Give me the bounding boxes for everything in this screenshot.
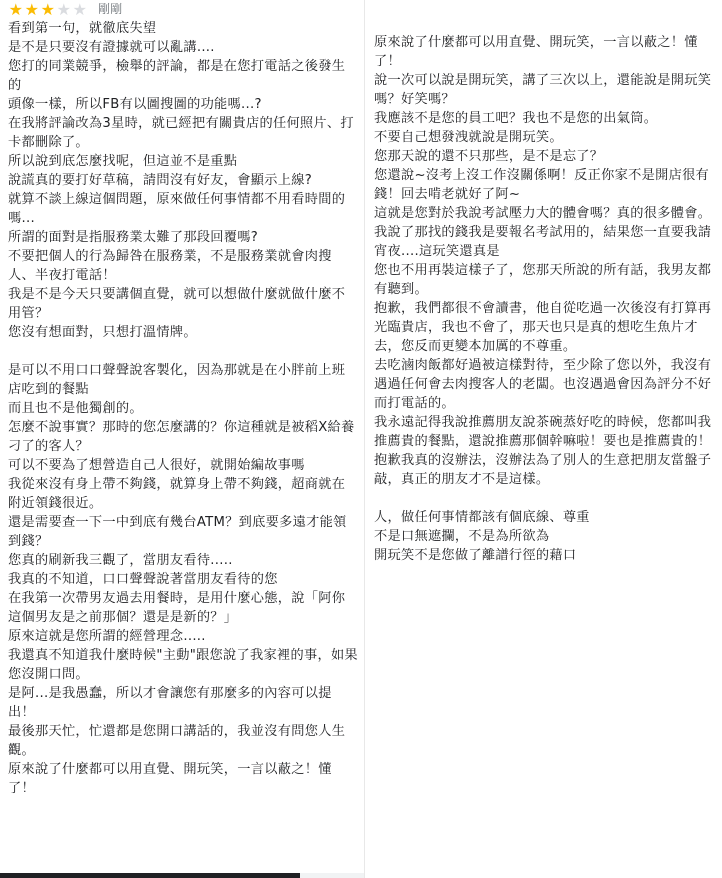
review-line: 您那天說的還不只那些，是不是忘了？ [374,149,604,164]
horizontal-scrollbar[interactable] [0,873,364,878]
review-column-left [8,0,358,798]
review-line: 我應該不是您的員工吧？我也不是您的出氣筒。 [374,111,658,126]
review-text-left [8,19,358,798]
review-time: 剛剛 [98,2,123,16]
review-line: 我永遠記得我說推薦朋友說茶碗蒸好吃的時候，您都叫我推薦貴的餐點，還說推薦那個幹嘛啦！要也是推薦貴的！ [374,415,712,449]
review-line: 說一次可以說是開玩笑，講了三次以上，還能說是開玩笑嗎？好笑嗎？ [374,73,712,107]
review-line: 您也不用再裝這樣子了，您那天所說的所有話，我男友都有聽到。 [374,263,712,297]
review-line: 是不是只要沒有證據就可以亂講.... [8,40,215,55]
review-line: 不要把個人的行為歸咎在服務業，不是服務業就會肉搜人、半夜打電話！ [8,249,332,283]
review-line: 可以不要為了想營造自己人很好，就開始編故事嗎 [8,458,305,473]
review-line: 還是需要查一下一中到底有幾台ATM？到底要多遠才能領到錢？ [8,515,347,549]
review-line: 這就是您對於我說考試壓力大的體會嗎？真的很多體會。 [374,206,712,221]
review-line: 原來說了什麼都可以用直覺、開玩笑，一言以蔽之！懂了！ [8,762,332,796]
review-line: 就算不談上線這個問題，原來做任何事情都不用看時間的嗎... [8,192,346,226]
review-column-right [374,33,719,565]
scrollbar-thumb[interactable] [0,873,300,878]
star-filled-icon: ★ [40,0,56,19]
blank-line [374,489,719,508]
review-line: 去吃滷肉飯都好過被這樣對待，至少除了您以外，我沒有遇過任何會去肉搜客人的老闆。也沒遇過會因為評分不好而打電話的。 [374,358,712,411]
review-line: 我說了那找的錢我是要報名考試用的，結果您一直要我請宵夜....這玩笑還真是 [374,225,712,259]
review-line: 原來說了什麼都可以用直覺、開玩笑，一言以蔽之！懂了！ [374,35,698,69]
review-line: 是可以不用口口聲聲說客製化，因為那就是在小胖前上班店吃到的餐點 [8,363,346,397]
review-line: 最後那天忙，忙還都是您開口講話的，我並沒有問您人生觀。 [8,724,346,758]
review-line: 您還說~沒考上沒工作沒關係啊！反正你家不是開店很有錢！回去啃老就好了阿~ [374,168,710,202]
review-line: 原來這就是您所謂的經營理念..... [8,629,206,644]
review-line: 在我第一次帶男友過去用餐時，是用什麼心態，說「阿你這個男友是之前那個？還是是新的？」 [8,591,346,625]
review-line: 在我將評論改為3星時，就已經把有關貴店的任何照片、打卡都刪除了。 [8,116,354,150]
review-line: 所以說到底怎麼找呢，但這並不是重點 [8,154,238,169]
review-line: 我是不是今天只要講個直覺，就可以想做什麼就做什麼不用管？ [8,287,346,321]
review-line: 抱歉，我們都很不會讀書，他自從吃過一次後沒有打算再光臨貴店，我也不會了，那天也只是真的想吃生魚片才去，您反而更變本加厲的不尊重。 [374,301,712,354]
column-divider [364,0,365,878]
review-line: 我真的不知道，口口聲聲說著當朋友看待的您 [8,572,278,587]
review-line: 是阿...是我愚蠢，所以才會讓您有那麼多的內容可以提出！ [8,686,332,720]
review-line: 不要自己想發洩就說是開玩笑。 [374,130,563,145]
review-line: 您沒有想面對，只想打溫情牌。 [8,325,197,340]
star-rating [8,2,88,18]
review-line: 怎麼不說事實？那時的您怎麼講的？你這種就是被稻X給養刁了的客人？ [8,420,355,454]
star-filled-icon: ★ [8,0,24,19]
review-line: 您真的刷新我三觀了，當朋友看待..... [8,553,233,568]
star-empty-icon: ★ [56,0,72,19]
review-line: 頭像一樣，所以FB有以圖搜圖的功能嗎...? [8,97,262,112]
review-line: 看到第一句，就徹底失望 [8,21,157,36]
review-line: 您打的同業競爭，檢舉的評論，都是在您打電話之後發生的 [8,59,346,93]
review-line: 所謂的面對是指服務業太難了那段回覆嗎? [8,230,259,245]
rating-row [8,0,358,19]
star-empty-icon: ★ [72,0,88,19]
review-line: 而且也不是他獨創的。 [8,401,143,416]
review-line: 人，做任何事情都該有個底線、尊重 [374,510,590,525]
blank-line [8,342,358,361]
review-line: 抱歉我真的沒辦法，沒辦法為了別人的生意把朋友當盤子敲，真正的朋友才不是這樣。 [374,453,712,487]
review-line: 我從來沒有身上帶不夠錢，就算身上帶不夠錢，超商就在附近領錢很近。 [8,477,346,511]
review-line: 我還真不知道我什麼時候"主動"跟您說了我家裡的事，如果您沒開口問。 [8,648,358,682]
review-line: 說謊真的要打好草稿，請問沒有好友，會顯示上線? [8,173,313,188]
review-line: 開玩笑不是您做了離譜行徑的藉口 [374,548,577,563]
star-filled-icon: ★ [24,0,40,19]
review-line: 不是口無遮攔，不是為所欲為 [374,529,550,544]
review-text-right [374,33,719,565]
